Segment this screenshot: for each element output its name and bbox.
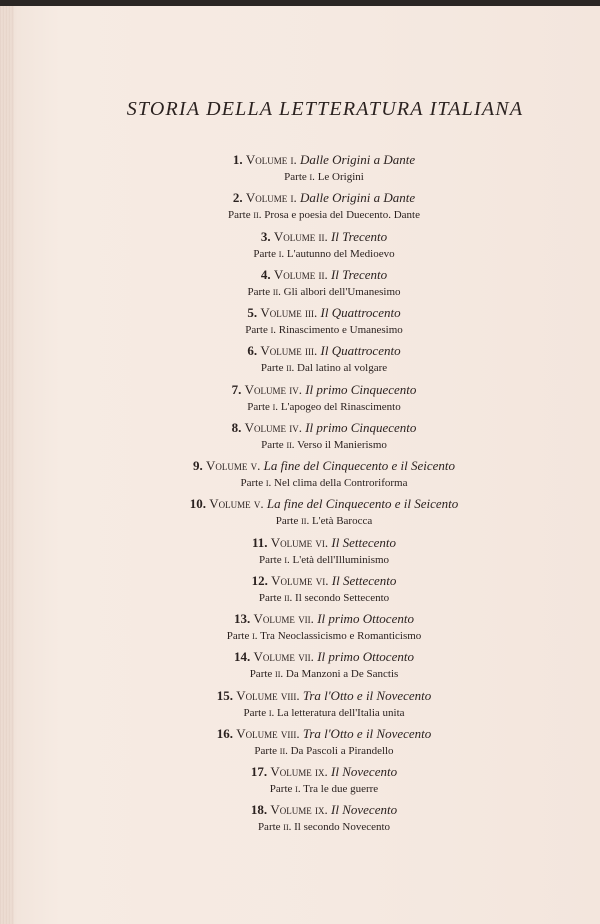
- part-roman-numeral: ii.: [279, 744, 288, 757]
- book-page: [0, 6, 600, 924]
- part-line: [48, 705, 600, 721]
- volume-heading: [48, 341, 600, 360]
- volume-heading: [48, 800, 600, 819]
- part-label: Parte: [258, 553, 282, 566]
- part-label: Parte: [275, 515, 299, 528]
- part-roman-numeral: i.: [252, 630, 258, 642]
- volume-roman-numeral: vi.: [315, 534, 329, 550]
- part-label: Parte: [243, 706, 267, 719]
- volume-heading: [48, 150, 600, 169]
- part-label: Parte: [269, 783, 293, 795]
- volume-subtitle: Il Novecento: [331, 764, 398, 779]
- part-title: Rinascimento e Umanesimo: [278, 324, 403, 336]
- part-line: [48, 169, 600, 185]
- part-title: L'apogeo del Rinascimento: [280, 400, 401, 413]
- volume-label: Volume: [209, 496, 251, 512]
- part-roman-numeral: i.: [272, 400, 279, 413]
- volume-list: [0, 150, 600, 839]
- volume-subtitle: Il primo Cinquecento: [305, 419, 417, 435]
- volume-roman-numeral: viii.: [280, 725, 300, 741]
- volume-subtitle: Il Trecento: [330, 228, 388, 244]
- part-title: Il secondo Novecento: [294, 821, 391, 834]
- volume-number: 6.: [247, 343, 258, 359]
- volume-heading: [48, 609, 600, 628]
- part-roman-numeral: i.: [295, 783, 301, 795]
- volume-subtitle: Il Quattrocento: [320, 305, 401, 320]
- part-line: [48, 360, 600, 376]
- part-line: [48, 590, 600, 606]
- volume-number: 10.: [189, 496, 206, 512]
- volume-heading: [48, 380, 600, 399]
- list-item: [48, 418, 600, 456]
- volume-heading: [48, 647, 600, 666]
- part-roman-numeral: ii.: [286, 438, 295, 451]
- volume-label: Volume: [260, 343, 302, 359]
- part-label: Parte: [284, 171, 307, 183]
- volume-heading: [48, 686, 600, 705]
- part-roman-numeral: i.: [278, 247, 285, 260]
- volume-label: Volume: [273, 266, 316, 282]
- part-title: Il secondo Settecento: [295, 591, 390, 604]
- part-title: L'età dell'Illuminismo: [292, 553, 390, 566]
- part-label: Parte: [261, 438, 284, 451]
- part-roman-numeral: ii.: [275, 668, 284, 681]
- volume-subtitle: Il Quattrocento: [320, 343, 401, 359]
- part-line: [48, 666, 600, 682]
- volume-subtitle: Il Novecento: [331, 802, 398, 818]
- part-line: [48, 399, 600, 415]
- volume-number: 15.: [216, 687, 233, 703]
- part-line: [48, 207, 600, 223]
- volume-heading: [48, 265, 600, 284]
- volume-roman-numeral: iii.: [305, 305, 318, 320]
- volume-subtitle: Il Settecento: [331, 534, 397, 550]
- part-roman-numeral: i.: [284, 553, 290, 566]
- part-title: Da Manzoni a De Sanctis: [285, 668, 399, 681]
- part-roman-numeral: i.: [268, 706, 275, 719]
- part-line: [48, 781, 600, 797]
- volume-roman-numeral: vi.: [315, 572, 329, 588]
- volume-roman-numeral: ii.: [318, 266, 328, 282]
- part-title: Tra Neoclassicismo e Romanticismo: [260, 630, 422, 642]
- part-title: L'autunno del Medioevo: [286, 247, 395, 260]
- part-roman-numeral: ii.: [283, 821, 292, 834]
- list-item: [48, 800, 600, 838]
- volume-roman-numeral: iv.: [289, 419, 302, 435]
- part-line: [48, 819, 600, 835]
- volume-roman-numeral: iii.: [305, 343, 318, 359]
- volume-number: 7.: [231, 381, 242, 397]
- volume-subtitle: Dalle Origini a Dante: [299, 152, 416, 167]
- volume-label: Volume: [260, 305, 302, 320]
- part-line: [48, 437, 600, 453]
- volume-label: Volume: [270, 534, 313, 550]
- volume-heading: [48, 494, 600, 513]
- part-roman-numeral: ii.: [272, 285, 281, 298]
- volume-label: Volume: [270, 764, 312, 779]
- volume-roman-numeral: viii.: [280, 687, 300, 703]
- part-title: Dal latino al volgare: [297, 362, 388, 375]
- volume-subtitle: Il primo Ottocento: [317, 611, 414, 626]
- list-item: [48, 494, 600, 532]
- part-title: Le Origini: [317, 171, 364, 183]
- part-line: [48, 284, 600, 300]
- part-label: Parte: [254, 744, 278, 757]
- volume-subtitle: Tra l'Otto e il Novecento: [302, 725, 432, 741]
- part-roman-numeral: i.: [270, 324, 276, 336]
- part-title: Verso il Manierismo: [297, 438, 387, 451]
- volume-number: 11.: [251, 534, 268, 550]
- part-roman-numeral: i.: [309, 171, 315, 183]
- volume-subtitle: Dalle Origini a Dante: [299, 190, 416, 206]
- volume-number: 5.: [247, 305, 258, 320]
- volume-number: 8.: [231, 419, 242, 435]
- part-title: Nel clima della Controriforma: [274, 477, 408, 489]
- page-title: STORIA DELLA LETTERATURA ITALIANA: [126, 98, 524, 120]
- volume-label: Volume: [253, 649, 295, 665]
- volume-subtitle: Il primo Cinquecento: [305, 381, 417, 397]
- list-item: [48, 150, 600, 188]
- list-item: [48, 571, 600, 609]
- part-label: Parte: [240, 477, 264, 489]
- part-roman-numeral: ii.: [253, 209, 262, 222]
- part-title: La letteratura dell'Italia unita: [277, 706, 405, 719]
- list-item: [48, 227, 600, 265]
- list-item: [48, 456, 600, 494]
- list-item: [48, 533, 600, 571]
- volume-subtitle: Tra l'Otto e il Novecento: [302, 687, 432, 703]
- volume-label: Volume: [244, 381, 286, 397]
- part-label: Parte: [249, 668, 273, 681]
- part-line: [48, 628, 600, 644]
- part-title: L'età Barocca: [311, 515, 373, 528]
- list-item: [48, 380, 600, 418]
- volume-label: Volume: [206, 458, 248, 473]
- volume-roman-numeral: i.: [290, 152, 297, 167]
- volume-number: 18.: [250, 802, 268, 818]
- part-line: [48, 322, 600, 338]
- volume-number: 17.: [250, 764, 268, 779]
- volume-number: 14.: [234, 649, 251, 665]
- volume-subtitle: La fine del Cinquecento e il Seicento: [263, 458, 455, 473]
- volume-roman-numeral: ii.: [318, 228, 328, 244]
- part-title: Da Pascoli a Pirandello: [290, 744, 394, 757]
- volume-heading: [48, 188, 600, 207]
- volume-roman-numeral: vii.: [298, 649, 314, 665]
- part-label: Parte: [257, 821, 281, 834]
- volume-roman-numeral: iv.: [289, 381, 302, 397]
- part-label: Parte: [247, 285, 271, 298]
- volume-heading: [48, 227, 600, 246]
- volume-number: 13.: [234, 611, 251, 626]
- list-item: [48, 188, 600, 226]
- part-label: Parte: [245, 324, 268, 336]
- volume-number: 3.: [260, 228, 271, 244]
- volume-number: 16.: [216, 725, 233, 741]
- volume-heading: [48, 571, 600, 590]
- part-label: Parte: [247, 400, 270, 413]
- part-label: Parte: [253, 247, 276, 260]
- part-line: [48, 513, 600, 529]
- volume-heading: [48, 724, 600, 743]
- volume-roman-numeral: v.: [253, 496, 264, 512]
- volume-number: 4.: [260, 266, 271, 282]
- list-item: [48, 609, 600, 647]
- part-line: [48, 475, 600, 491]
- volume-label: Volume: [273, 228, 316, 244]
- volume-number: 12.: [251, 572, 268, 588]
- part-roman-numeral: ii.: [301, 515, 310, 528]
- volume-number: 2.: [232, 190, 243, 206]
- part-line: [48, 743, 600, 759]
- list-item: [48, 265, 600, 303]
- volume-subtitle: Il Trecento: [330, 266, 388, 282]
- volume-label: Volume: [236, 687, 278, 703]
- part-title: Prosa e poesia del Duecento. Dante: [264, 209, 420, 222]
- list-item: [48, 724, 600, 762]
- part-label: Parte: [226, 630, 250, 642]
- volume-roman-numeral: ix.: [315, 802, 328, 818]
- volume-label: Volume: [244, 419, 286, 435]
- part-title: Tra le due guerre: [303, 783, 379, 795]
- volume-subtitle: La fine del Cinquecento e il Seicento: [266, 496, 459, 512]
- volume-label: Volume: [245, 152, 288, 167]
- volume-roman-numeral: v.: [250, 458, 261, 473]
- list-item: [48, 303, 600, 341]
- volume-heading: [48, 303, 600, 322]
- volume-label: Volume: [245, 190, 288, 206]
- list-item: [48, 762, 600, 800]
- volume-roman-numeral: vii.: [298, 611, 314, 626]
- volume-subtitle: Il primo Ottocento: [317, 649, 414, 665]
- part-roman-numeral: ii.: [284, 591, 293, 604]
- volume-roman-numeral: ix.: [315, 764, 328, 779]
- volume-heading: [48, 456, 600, 475]
- volume-roman-numeral: i.: [290, 190, 297, 206]
- volume-subtitle: Il Settecento: [331, 572, 397, 588]
- part-label: Parte: [260, 362, 284, 375]
- part-line: [48, 246, 600, 262]
- part-roman-numeral: ii.: [286, 362, 295, 375]
- list-item: [48, 341, 600, 379]
- volume-heading: [48, 418, 600, 437]
- part-line: [48, 552, 600, 568]
- volume-heading: [48, 533, 600, 552]
- volume-number: 9.: [193, 458, 203, 473]
- volume-label: Volume: [253, 611, 295, 626]
- volume-label: Volume: [270, 802, 312, 818]
- part-title: Gli albori dell'Umanesimo: [283, 285, 401, 298]
- part-roman-numeral: i.: [265, 477, 272, 489]
- part-label: Parte: [258, 591, 282, 604]
- list-item: [48, 647, 600, 685]
- volume-heading: [48, 762, 600, 781]
- list-item: [48, 686, 600, 724]
- volume-number: 1.: [232, 152, 243, 167]
- volume-label: Volume: [236, 725, 278, 741]
- volume-label: Volume: [271, 572, 313, 588]
- part-label: Parte: [228, 209, 251, 222]
